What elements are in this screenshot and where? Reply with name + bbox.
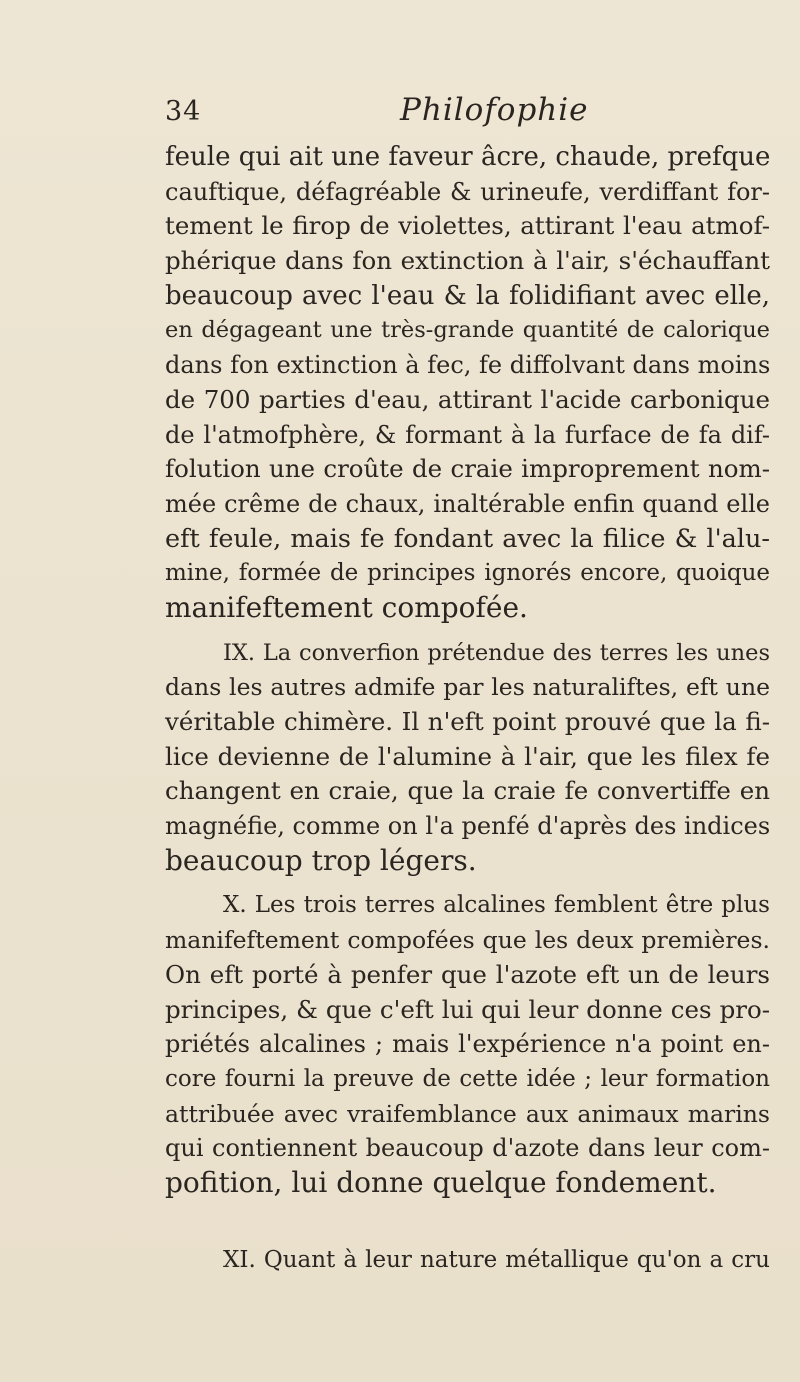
- text-line: On eft porté à penfer que l'azote eft un de leurs: [165, 959, 770, 989]
- text-line: eft feule, mais fe fondant avec la filice & l'alu-: [165, 523, 770, 554]
- text-line: priétés alcalines ; mais l'expérience n'a point en-: [165, 1030, 770, 1059]
- text-line: attribuée avec vraifemblance aux animaux marins: [165, 1099, 770, 1128]
- text-line: beaucoup avec l'eau & la folidifiant avec elle,: [165, 280, 770, 311]
- paragraph-gap: [165, 626, 770, 636]
- page-number: 34: [165, 96, 202, 127]
- text-line: mine, formée de principes ignorés encore, quoique: [165, 560, 770, 587]
- body-text: [165, 140, 770, 1277]
- text-line: folution une croûte de craie improprement nom-: [165, 454, 770, 484]
- text-line: XI. Quant à leur nature métallique qu'on a cru: [223, 1246, 770, 1273]
- text-line: IX. La converfion prétendue des terres les unes: [223, 639, 770, 666]
- text-line: dans fon extinction à fec, fe diffolvant dans moins: [165, 351, 771, 380]
- text-line: phérique dans fon extinction à l'air, s'échauffant: [165, 246, 770, 276]
- text-line: changent en craie, que la craie fe convertiffe en: [165, 776, 770, 806]
- paragraph: [165, 140, 770, 626]
- text-line: X. Les trois terres alcalines femblent être plus: [223, 892, 770, 919]
- text-line: cauftique, défagréable & urineufe, verdiffant for-: [165, 177, 770, 206]
- paragraph-gap: [165, 878, 770, 888]
- paragraph: [165, 636, 770, 879]
- text-line: mée crême de chaux, inaltérable enfin quand elle: [165, 489, 770, 518]
- text-line: core fourni la preuve de cette idée ; leur formation: [165, 1065, 770, 1092]
- text-line: de 700 parties d'eau, attirant l'acide carbonique: [165, 384, 770, 414]
- paragraph-gap: [165, 1201, 770, 1243]
- text-line: magnéfie, comme on l'a penfé d'après des indices: [165, 812, 771, 841]
- text-line: véritable chimère. Il n'eft point prouvé que la fi-: [165, 707, 770, 736]
- text-line: feule qui ait une faveur âcre, chaude, prefque: [165, 142, 771, 172]
- text-line: manifeftement compofée.: [165, 590, 528, 624]
- paragraph: [165, 1243, 770, 1278]
- text-line: beaucoup trop légers.: [165, 843, 477, 877]
- running-title: Philofophie: [400, 92, 589, 128]
- text-line: en dégageant une très-grande quantité de calorique: [165, 317, 770, 344]
- text-line: de l'atmofphère, & formant à la furface de fa dif-: [165, 420, 770, 449]
- page-header: [165, 92, 765, 136]
- text-line: tement le firop de violettes, attirant l'eau atmof-: [165, 211, 770, 241]
- text-line: qui contiennent beaucoup d'azote dans leur com-: [165, 1134, 770, 1163]
- text-line: principes, & que c'eft lui qui leur donne ces pro-: [165, 994, 770, 1024]
- text-line: pofition, lui donne quelque fondement.: [165, 1165, 717, 1199]
- paragraph: [165, 888, 770, 1200]
- text-line: manifeftement compofées que les deux premières.: [165, 926, 770, 955]
- text-line: dans les autres admife par les naturaliftes, eft une: [165, 673, 770, 702]
- text-line: lice devienne de l'alumine à l'air, que les filex fe: [165, 741, 770, 771]
